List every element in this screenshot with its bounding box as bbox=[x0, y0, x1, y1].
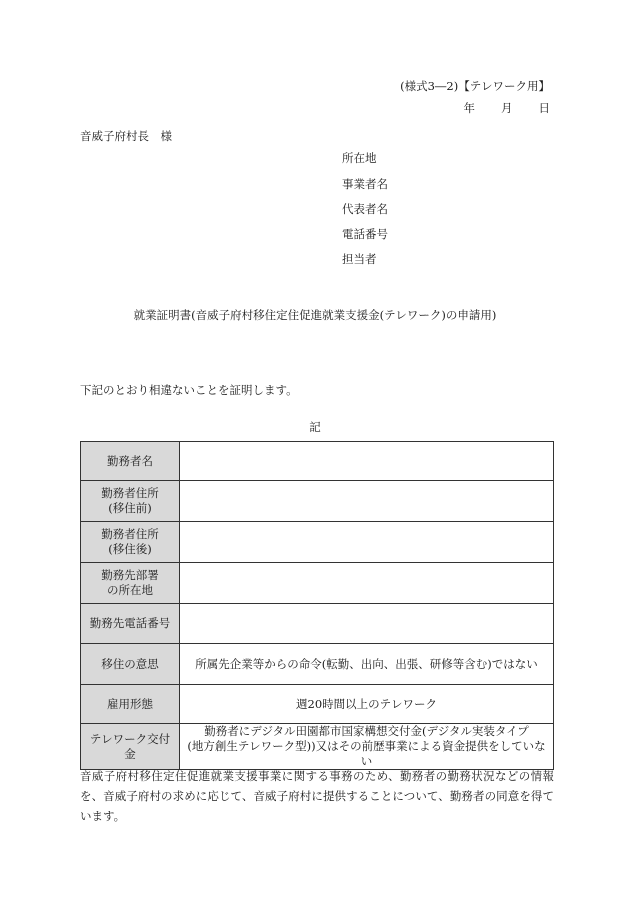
date-year: 年 bbox=[463, 101, 475, 115]
row-label-cell bbox=[81, 604, 180, 644]
row-label-cell bbox=[81, 644, 180, 685]
row-label-line: 勤務者名 bbox=[107, 453, 153, 468]
row-value-cell[interactable] bbox=[180, 563, 554, 604]
row-label-cell bbox=[81, 563, 180, 604]
table-row bbox=[81, 604, 554, 644]
sender-address-label: 所在地 bbox=[342, 151, 377, 165]
row-value-line: 所属先企業等からの命令(転勤、出向、出張、研修等含む)ではない bbox=[195, 656, 538, 671]
table-row bbox=[81, 522, 554, 563]
date-day: 日 bbox=[538, 101, 550, 115]
date-line bbox=[464, 100, 551, 116]
table-row bbox=[81, 442, 554, 481]
row-label-cell bbox=[81, 522, 180, 563]
row-value-cell[interactable] bbox=[180, 522, 554, 563]
row-label-line: テレワーク交付金 bbox=[89, 731, 171, 761]
row-value-cell bbox=[180, 685, 554, 724]
row-value-cell bbox=[180, 644, 554, 685]
table-row bbox=[81, 724, 554, 770]
row-label-line: (移住前) bbox=[108, 501, 152, 515]
sender-phone-label: 電話番号 bbox=[342, 227, 388, 241]
date-month: 月 bbox=[501, 101, 513, 115]
row-label-line: 勤務者住所 bbox=[101, 527, 159, 541]
table-row bbox=[81, 563, 554, 604]
row-label-cell bbox=[81, 685, 180, 724]
row-value-line: 勤務者にデジタル田園都市国家構想交付金(デジタル実装タイプ bbox=[204, 724, 529, 738]
row-label-line: (移住後) bbox=[108, 542, 152, 556]
sender-company-label: 事業者名 bbox=[342, 177, 388, 191]
sender-contact-label: 担当者 bbox=[342, 252, 377, 266]
row-value-cell[interactable] bbox=[180, 442, 554, 481]
row-value-line: (地方創生テレワーク型))又はその前歴事業による資金提供をしていない bbox=[187, 739, 546, 768]
row-value-cell bbox=[180, 724, 554, 770]
document-title: 就業証明書(音威子府村移住定住促進就業支援金(テレワーク)の申請用) bbox=[133, 308, 497, 322]
sender-representative-label: 代表者名 bbox=[342, 202, 388, 216]
row-label-line: 雇用形態 bbox=[107, 696, 153, 711]
ki-heading: 記 bbox=[309, 420, 321, 434]
row-label-line: 勤務先部署 bbox=[101, 568, 159, 582]
table-row bbox=[81, 481, 554, 522]
table-row bbox=[81, 685, 554, 724]
row-label-cell bbox=[81, 481, 180, 522]
row-value-cell[interactable] bbox=[180, 481, 554, 522]
row-label-cell bbox=[81, 724, 180, 770]
row-label-line: の所在地 bbox=[107, 583, 153, 597]
addressee: 音威子府村長 様 bbox=[80, 129, 172, 143]
row-value-cell[interactable] bbox=[180, 604, 554, 644]
row-label-line: 勤務先電話番号 bbox=[89, 616, 171, 630]
certification-statement: 下記のとおり相違ないことを証明します。 bbox=[80, 383, 298, 397]
certificate-table bbox=[80, 441, 554, 770]
row-label-cell bbox=[81, 442, 180, 481]
form-code: (様式3―2)【テレワーク用】 bbox=[400, 79, 550, 93]
row-label-line: 移住の意思 bbox=[101, 656, 159, 671]
row-label-line: 勤務者住所 bbox=[101, 486, 159, 500]
consent-paragraph: 音威子府村移住定住促進就業支援事業に関する事務のため、勤務者の勤務状況などの情報を、音威子府村の求めに応じて、音威子府村に提供することについて、勤務者の同意を得ています。 bbox=[80, 769, 554, 823]
row-value-line: 週20時間以上のテレワーク bbox=[296, 696, 437, 711]
table-row bbox=[81, 644, 554, 685]
